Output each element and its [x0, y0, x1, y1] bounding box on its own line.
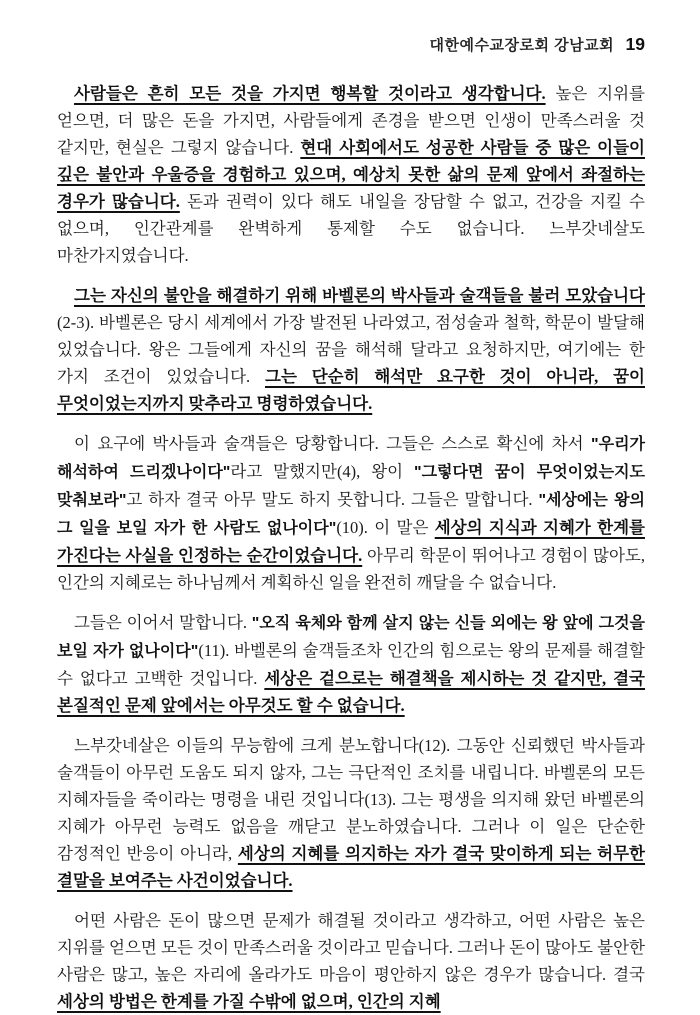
bold-quote-run: "우리가 해석하여 드리겠나이다": [57, 436, 645, 481]
emphasis-underline-run: 그는 자신의 불안을 해결하기 위해 바벨론의 박사들과 술객들을 불러 모았습니다: [74, 286, 645, 305]
bold-quote-run: "그렇다면 꿈이 무엇이었는지도 맞춰보라": [57, 464, 645, 509]
page-header: [57, 34, 645, 56]
text-run: 아무리 학문이 뛰어나고 경험이 많아도, 인간의 지혜로는 하나님께서 계획하신 일을 완전히 깨달을 수 없습니다.: [57, 546, 646, 592]
church-name: 대한예수교장로회 강남교회: [429, 37, 615, 54]
emphasis-underline-run: 세상의 방법은 한계를 가질 수밖에 없으며, 인간의 지혜: [57, 992, 441, 1011]
emphasis-underline-run: 현대 사회에서도 성공한 사람들 중 많은 이들이 깊은 불안과 우울증을 경험하고 있으며, 예상치 못한 삶의 문제 앞에서 좌절하는 경우가 많습니다.: [57, 138, 645, 211]
sermon-body: [57, 80, 645, 1015]
text-run: (11). 바벨론의 술객들조차 인간의 힘으로는 왕의 문제를 해결할 수 없다고 고백한 것입니다.: [57, 641, 645, 688]
bold-quote-run: "오직 육체와 함께 살지 않는 신들 외에는 왕 앞에 그것을 보일 자가 없나이다": [57, 615, 645, 660]
text-run: 어떤 사람은 돈이 많으면 문제가 해결될 것이라고 생각하고, 어떤 사람은 높은 지위를 얻으면 모든 것이 만족스러울 것이라고 믿습니다. 그러나 돈이 많아도 불안한 사람은 많고, 높은 자리에 올라가도 마음이 평안하지 않은 경우가 많습니다. 결국: [57, 911, 645, 984]
paragraph-5: [57, 732, 645, 894]
text-run: 느부갓네살은 이들의 무능함에 크게 분노합니다(12). 그동안 신뢰했던 박사들과 술객들이 아무런 도움도 되지 않자, 그는 극단적인 조치를 내립니다. 바벨론의 모든 지혜자들을 죽이라는 명령을 내린 것입니다(13). 그는 평생을 의지해 왔던 바벨론의 지혜가 아무런 능력도 없음을 깨닫고 분노하였습니다. 그러나 이 일은 단순한 감정적인 반응이 아니라,: [57, 736, 645, 863]
paragraph-1: [57, 80, 645, 269]
paragraph-3: [57, 430, 645, 596]
page-number: 19: [625, 34, 645, 54]
bold-quote-run: "세상에는 왕의 그 일을 보일 자가 한 사람도 없나이다": [57, 492, 645, 537]
emphasis-underline-run: 세상은 겉으로는 해결책을 제시하는 것 같지만, 결국 본질적인 문제 앞에서는 아무것도 할 수 없습니다.: [57, 669, 645, 715]
text-run: (10). 이 말은: [336, 518, 435, 537]
paragraph-2: [57, 282, 645, 417]
text-run: 고 하자 결국 아무 말도 하지 못합니다. 그들은 말합니다.: [126, 490, 539, 509]
text-run: 높은 지위를 얻으면, 더 많은 돈을 가지면, 사람들에게 존경을 받으면 인생이 만족스러울 것 같지만, 현실은 그렇지 않습니다.: [57, 84, 645, 157]
emphasis-underline-run: 그는 단순히 해석만 요구한 것이 아니라, 꿈이 무엇이었는지까지 맞추라고 명령하였습니다.: [57, 367, 645, 413]
paragraph-6: [57, 907, 645, 1015]
text-run: 그들은 이어서 말합니다.: [74, 613, 252, 632]
emphasis-underline-run: 세상의 지혜를 의지하는 자가 결국 맞이하게 되는 허무한 결말을 보여주는 사건이었습니다.: [57, 844, 646, 890]
emphasis-underline-run: 사람들은 흔히 모든 것을 가지면 행복할 것이라고 생각합니다.: [74, 84, 546, 103]
text-run: 라고 말했지만(4), 왕이: [230, 462, 415, 481]
paragraph-4: [57, 609, 645, 719]
text-run: (2-3). 바벨론은 당시 세계에서 가장 발전된 나라였고, 점성술과 철학, 학문이 발달해 있었습니다. 왕은 그들에게 자신의 꿈을 해석해 달라고 요청하지만, 여기에는 한 가지 조건이 있었습니다.: [57, 313, 645, 386]
text-run: 이 요구에 박사들과 술객들은 당황합니다. 그들은 스스로 확신에 차서: [74, 434, 592, 453]
text-run: 돈과 권력이 있다 해도 내일을 장담할 수 없고, 건강을 지킬 수 없으며, 인간관계를 완벽하게 통제할 수도 없습니다. 느부갓네살도 마찬가지였습니다.: [57, 192, 645, 265]
emphasis-underline-run: 세상의 지식과 지혜가 한계를 가진다는 사실을 인정하는 순간이었습니다.: [57, 518, 645, 565]
